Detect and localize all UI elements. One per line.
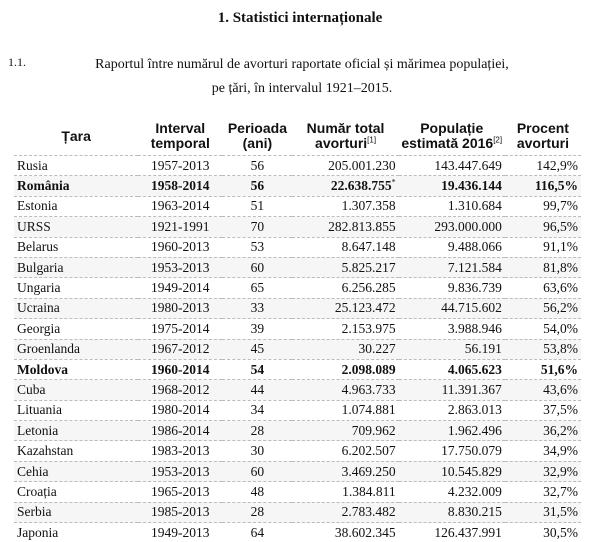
cell-country-value: Groenlanda: [17, 341, 80, 356]
section-title: 1. Statistici internaționale: [0, 10, 600, 27]
cell-period: [222, 380, 292, 400]
table-row: [14, 298, 581, 318]
cell-percent: [505, 217, 581, 237]
cell-period-value: 48: [251, 484, 265, 499]
cell-interval: [138, 461, 222, 481]
cell-percent: [505, 237, 581, 257]
cell-population: [399, 196, 505, 216]
cell-interval: [138, 257, 222, 277]
cell-population: [399, 217, 505, 237]
cell-period-value: 34: [251, 402, 265, 417]
caption-line-1: Raportul între numărul de avorturi raportate oficial și mărimea populației,: [52, 53, 552, 77]
cell-period: [222, 441, 292, 461]
cell-population-value: 4.065.623: [448, 362, 502, 377]
cell-period-value: 30: [251, 443, 265, 458]
cell-population-value: 17.750.079: [441, 443, 502, 458]
cell-interval-value: 1957-2013: [151, 158, 210, 173]
cell-abortions: [292, 400, 398, 420]
cell-country-value: Serbia: [17, 504, 52, 519]
cell-percent-value: 63,6%: [543, 280, 578, 295]
cell-period-value: 44: [251, 382, 265, 397]
cell-percent: [505, 176, 581, 196]
caption-line-2: pe țări, în intervalul 1921–2015.: [52, 77, 552, 101]
cell-interval: [138, 196, 222, 216]
table-row: [14, 237, 581, 257]
cell-percent-value: 53,8%: [543, 341, 578, 356]
cell-period-value: 64: [251, 525, 265, 540]
cell-population: [399, 400, 505, 420]
cell-country: [14, 339, 138, 359]
cell-population-value: 3.988.946: [448, 321, 502, 336]
cell-abortions: [292, 298, 398, 318]
cell-interval-value: 1949-2013: [151, 525, 210, 540]
cell-period: [222, 523, 292, 542]
cell-period-value: 28: [251, 423, 265, 438]
cell-abortions-value: 1.384.811: [342, 484, 396, 499]
cell-population-value: 1.962.496: [448, 423, 502, 438]
cell-country: [14, 237, 138, 257]
cell-population-value: 2.863.013: [448, 402, 502, 417]
cell-interval: [138, 482, 222, 502]
cell-period-value: 51: [251, 198, 265, 213]
cell-country-value: URSS: [17, 219, 51, 234]
cell-population-value: 4.232.009: [448, 484, 502, 499]
cell-period: [222, 461, 292, 481]
cell-abortions: [292, 319, 398, 339]
cell-percent-value: 31,5%: [543, 504, 578, 519]
cell-interval-value: 1968-2012: [151, 382, 210, 397]
cell-interval: [138, 176, 222, 196]
cell-percent: [505, 441, 581, 461]
cell-abortions-value: 3.469.250: [342, 464, 396, 479]
cell-abortions: [292, 339, 398, 359]
cell-population: [399, 441, 505, 461]
table-row: [14, 482, 581, 502]
cell-interval-value: 1953-2013: [151, 260, 210, 275]
cell-percent: [505, 421, 581, 441]
cell-country: [14, 217, 138, 237]
table-row: [14, 339, 581, 359]
cell-abortions: [292, 359, 398, 379]
cell-country-value: Rusia: [17, 158, 48, 173]
cell-abortions-value: 709.962: [352, 423, 396, 438]
cell-interval-value: 1963-2014: [151, 198, 210, 213]
cell-abortions-value: 2.098.089: [342, 362, 396, 377]
cell-period: [222, 237, 292, 257]
table-row: [14, 421, 581, 441]
cell-period-value: 56: [251, 158, 265, 173]
cell-percent: [505, 400, 581, 420]
cell-population: [399, 319, 505, 339]
cell-percent: [505, 196, 581, 216]
cell-percent-value: 36,2%: [543, 423, 578, 438]
cell-population-value: 7.121.584: [448, 260, 502, 275]
cell-population: [399, 339, 505, 359]
cell-percent-value: 56,2%: [543, 300, 578, 315]
cell-interval: [138, 359, 222, 379]
cell-abortions-value: 8.647.148: [342, 239, 396, 254]
cell-interval-value: 1985-2013: [151, 504, 210, 519]
cell-country: [14, 441, 138, 461]
cell-period: [222, 482, 292, 502]
footnote-1-ref[interactable]: [1]: [367, 135, 376, 144]
table-row: [14, 359, 581, 379]
cell-abortions: [292, 257, 398, 277]
cell-percent: [505, 461, 581, 481]
cell-population: [399, 523, 505, 542]
cell-period-value: 45: [251, 341, 265, 356]
cell-abortions: [292, 156, 398, 176]
cell-country-value: Japonia: [17, 525, 58, 540]
cell-population: [399, 237, 505, 257]
cell-population-value: 1.310.684: [448, 198, 502, 213]
header-abortions: [292, 117, 398, 156]
cell-country-value: Ucraina: [17, 300, 60, 315]
cell-population-value: 19.436.144: [441, 178, 502, 193]
cell-percent-value: 96,5%: [543, 219, 578, 234]
cell-interval: [138, 237, 222, 257]
cell-abortions: [292, 421, 398, 441]
cell-country: [14, 400, 138, 420]
cell-country: [14, 523, 138, 542]
table-row: [14, 156, 581, 176]
cell-period: [222, 176, 292, 196]
cell-period: [222, 257, 292, 277]
cell-period-value: 28: [251, 504, 265, 519]
cell-country-value: Bulgaria: [17, 260, 64, 275]
table-row: [14, 257, 581, 277]
cell-country: [14, 502, 138, 522]
cell-population: [399, 257, 505, 277]
cell-period: [222, 339, 292, 359]
header-period: Perioada (ani): [222, 117, 292, 156]
cell-abortions-value: 30.227: [359, 341, 396, 356]
cell-percent: [505, 319, 581, 339]
cell-abortions-value: 6.256.285: [342, 280, 396, 295]
cell-country: [14, 421, 138, 441]
cell-country: [14, 176, 138, 196]
cell-interval: [138, 339, 222, 359]
cell-country-value: Lituania: [17, 402, 62, 417]
cell-country-value: România: [17, 178, 70, 193]
table-row: [14, 400, 581, 420]
cell-population: [399, 298, 505, 318]
cell-population: [399, 359, 505, 379]
cell-country-value: Letonia: [17, 423, 58, 438]
cell-percent: [505, 339, 581, 359]
footnote-2-ref[interactable]: [2]: [493, 135, 502, 144]
cell-country: [14, 278, 138, 298]
cell-abortions-value: 25.123.472: [335, 300, 396, 315]
cell-abortions-value: 38.602.345: [335, 525, 396, 540]
cell-percent: [505, 156, 581, 176]
cell-interval-value: 1980-2013: [151, 300, 210, 315]
cell-percent: [505, 278, 581, 298]
cell-abortions: [292, 441, 398, 461]
cell-population-value: 8.830.215: [448, 504, 502, 519]
cell-interval: [138, 380, 222, 400]
cell-interval-value: 1965-2013: [151, 484, 210, 499]
table-body: [14, 156, 581, 542]
cell-percent-value: 91,1%: [543, 239, 578, 254]
cell-period-value: 60: [251, 260, 265, 275]
table-header-row: [14, 117, 581, 156]
cell-percent-value: 81,8%: [543, 260, 578, 275]
cell-period-value: 53: [251, 239, 265, 254]
cell-interval-value: 1975-2014: [151, 321, 210, 336]
cell-country: [14, 196, 138, 216]
cell-interval: [138, 502, 222, 522]
cell-interval-value: 1986-2014: [151, 423, 210, 438]
cell-interval: [138, 278, 222, 298]
cell-interval: [138, 523, 222, 542]
cell-country-value: Croația: [17, 484, 57, 499]
cell-abortions-value: 1.074.881: [342, 402, 396, 417]
cell-country-value: Belarus: [17, 239, 58, 254]
cell-population: [399, 176, 505, 196]
cell-population-value: 143.447.649: [434, 158, 502, 173]
cell-abortions-value: 205.001.230: [328, 158, 396, 173]
cell-population-value: 44.715.602: [441, 300, 502, 315]
cell-interval: [138, 441, 222, 461]
cell-percent-value: 99,7%: [543, 198, 578, 213]
cell-population-value: 56.191: [465, 341, 502, 356]
cell-population-value: 126.437.991: [434, 525, 502, 540]
cell-population-value: 9.488.066: [448, 239, 502, 254]
cell-percent-value: 32,7%: [543, 484, 578, 499]
cell-interval: [138, 400, 222, 420]
cell-country-value: Moldova: [17, 362, 68, 377]
cell-country: [14, 257, 138, 277]
abortion-statistics-table: [14, 117, 581, 542]
cell-interval-value: 1949-2014: [151, 280, 210, 295]
cell-interval: [138, 319, 222, 339]
cell-country-value: Kazahstan: [17, 443, 73, 458]
cell-period-value: 70: [251, 219, 265, 234]
cell-interval: [138, 156, 222, 176]
cell-interval: [138, 298, 222, 318]
table-row: [14, 217, 581, 237]
asterisk-mark: *: [392, 178, 396, 187]
cell-population: [399, 156, 505, 176]
cell-population: [399, 502, 505, 522]
table-row: [14, 196, 581, 216]
cell-period-value: 65: [251, 280, 265, 295]
table-row: [14, 319, 581, 339]
cell-period-value: 56: [251, 178, 265, 193]
header-percent: Procent avorturi: [505, 117, 581, 156]
cell-population-value: 293.000.000: [434, 219, 502, 234]
cell-percent: [505, 257, 581, 277]
cell-interval-value: 1958-2014: [151, 178, 210, 193]
cell-country: [14, 461, 138, 481]
cell-percent-value: 51,6%: [541, 362, 578, 377]
cell-country: [14, 482, 138, 502]
cell-percent: [505, 482, 581, 502]
cell-country: [14, 359, 138, 379]
cell-abortions: [292, 523, 398, 542]
cell-percent-value: 54,0%: [543, 321, 578, 336]
table-caption: [52, 53, 552, 101]
cell-percent-value: 142,9%: [536, 158, 578, 173]
cell-abortions: [292, 380, 398, 400]
cell-country: [14, 319, 138, 339]
cell-country-value: Ungaria: [17, 280, 60, 295]
cell-abortions: [292, 278, 398, 298]
cell-percent: [505, 523, 581, 542]
cell-percent-value: 34,9%: [543, 443, 578, 458]
cell-percent: [505, 380, 581, 400]
cell-abortions-value: 1.307.358: [342, 198, 396, 213]
cell-population-value: 9.836.739: [448, 280, 502, 295]
table-row: [14, 523, 581, 542]
table-row: [14, 502, 581, 522]
cell-country: [14, 156, 138, 176]
cell-period: [222, 319, 292, 339]
cell-percent-value: 43,6%: [543, 382, 578, 397]
cell-population: [399, 482, 505, 502]
cell-percent-value: 30,5%: [543, 525, 578, 540]
cell-abortions: [292, 237, 398, 257]
cell-abortions-value: 2.153.975: [342, 321, 396, 336]
table-row: [14, 380, 581, 400]
cell-abortions: [292, 196, 398, 216]
cell-abortions: [292, 502, 398, 522]
cell-period: [222, 278, 292, 298]
cell-abortions-value: 2.783.482: [342, 504, 396, 519]
header-interval: Interval temporal: [138, 117, 222, 156]
table-row: [14, 176, 581, 196]
cell-interval-value: 1921-1991: [151, 219, 210, 234]
cell-percent-value: 116,5%: [535, 178, 578, 193]
cell-abortions: [292, 176, 398, 196]
cell-percent: [505, 359, 581, 379]
cell-period-value: 54: [251, 362, 265, 377]
cell-abortions: [292, 217, 398, 237]
cell-abortions-value: 4.963.733: [342, 382, 396, 397]
cell-percent: [505, 502, 581, 522]
header-population-label: Populație estimată 2016: [401, 120, 493, 151]
table-row: [14, 278, 581, 298]
cell-population: [399, 461, 505, 481]
cell-abortions-value: 22.638.755: [331, 178, 392, 193]
cell-population: [399, 278, 505, 298]
cell-interval-value: 1960-2013: [151, 239, 210, 254]
cell-percent-value: 32,9%: [543, 464, 578, 479]
cell-percent-value: 37,5%: [543, 402, 578, 417]
cell-country: [14, 298, 138, 318]
cell-period: [222, 502, 292, 522]
cell-interval-value: 1980-2014: [151, 402, 210, 417]
header-population: [399, 117, 505, 156]
cell-period: [222, 156, 292, 176]
header-country: Țara: [14, 117, 138, 156]
cell-interval-value: 1983-2013: [151, 443, 210, 458]
cell-period-value: 33: [251, 300, 265, 315]
cell-population-value: 10.545.829: [441, 464, 502, 479]
table-row: [14, 461, 581, 481]
subsection-number: 1.1.: [8, 55, 26, 70]
cell-interval-value: 1960-2014: [151, 362, 210, 377]
cell-abortions: [292, 461, 398, 481]
cell-abortions: [292, 482, 398, 502]
cell-period: [222, 298, 292, 318]
cell-abortions-value: 5.825.217: [342, 260, 396, 275]
cell-country: [14, 380, 138, 400]
cell-percent: [505, 298, 581, 318]
cell-interval: [138, 421, 222, 441]
cell-period: [222, 359, 292, 379]
cell-period: [222, 217, 292, 237]
table-row: [14, 441, 581, 461]
cell-population: [399, 380, 505, 400]
cell-population-value: 11.391.367: [442, 382, 502, 397]
cell-interval-value: 1967-2012: [151, 341, 210, 356]
cell-population: [399, 421, 505, 441]
cell-period: [222, 196, 292, 216]
cell-country-value: Georgia: [17, 321, 60, 336]
cell-period: [222, 421, 292, 441]
cell-period-value: 39: [251, 321, 265, 336]
cell-period-value: 60: [251, 464, 265, 479]
header-abortions-label: Număr total avorturi: [307, 120, 385, 151]
cell-abortions-value: 282.813.855: [328, 219, 396, 234]
cell-interval: [138, 217, 222, 237]
cell-period: [222, 400, 292, 420]
cell-country-value: Estonia: [17, 198, 58, 213]
cell-interval-value: 1953-2013: [151, 464, 210, 479]
cell-country-value: Cuba: [17, 382, 46, 397]
cell-abortions-value: 6.202.507: [342, 443, 396, 458]
cell-country-value: Cehia: [17, 464, 49, 479]
